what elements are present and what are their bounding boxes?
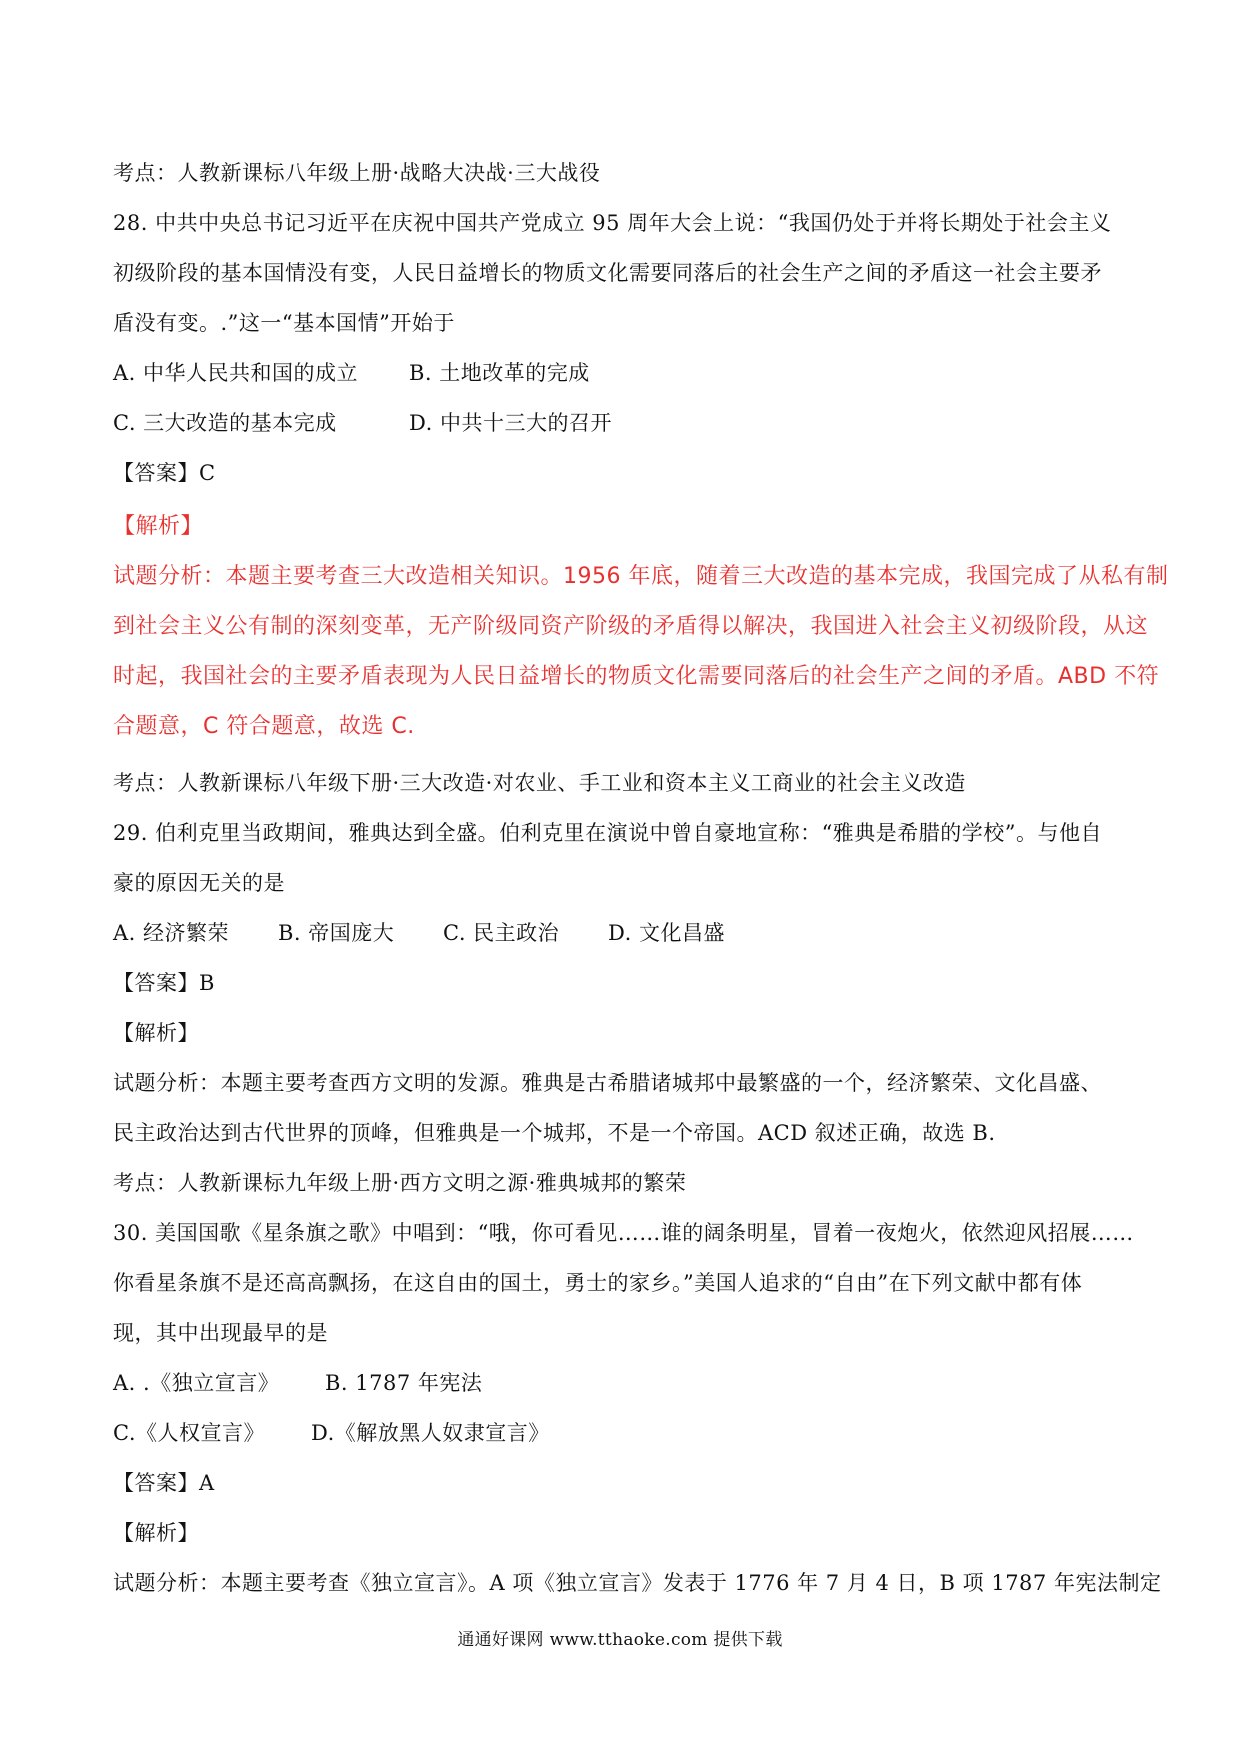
q29-stem-line-1: 29. 伯利克里当政期间，雅典达到全盛。伯利克里在演说中曾自豪地宣称：“雅典是希腊的学校”。与他自 xyxy=(113,821,1103,845)
q30-analysis-line-1: 试题分析：本题主要考查《独立宣言》。A 项《独立宣言》发表于 1776 年 7 月 4 日，B 项 1787 年宪法制定 xyxy=(113,1571,1162,1595)
q28-option-a: A. 中华人民共和国的成立 xyxy=(113,361,359,385)
q29-option-b: B. 帝国庞大 xyxy=(278,921,395,945)
q28-analysis-line-1: 试题分析：本题主要考查三大改造相关知识。1956 年底，随着三大改造的基本完成，我国完成了从私有制 xyxy=(113,564,1169,589)
q28-options-row-2 xyxy=(113,408,1180,438)
q30-stem-line-3: 现，其中出现最早的是 xyxy=(113,1321,328,1345)
q27-kaodian: 考点：人教新课标八年级上册·战略大决战·三大战役 xyxy=(113,161,601,185)
q29-option-a: A. 经济繁荣 xyxy=(113,921,230,945)
q30-stem-line-2: 你看星条旗不是还高高飘扬，在这自由的国土，勇士的家乡。”美国人追求的“自由”在下列文献中都有体 xyxy=(113,1271,1083,1295)
q30-options-row-1 xyxy=(113,1368,1180,1398)
q28-stem-line-2: 初级阶段的基本国情没有变，人民日益增长的物质文化需要同落后的社会生产之间的矛盾这一社会主要矛 xyxy=(113,261,1102,285)
q28-analysis-line-2: 到社会主义公有制的深刻变革，无产阶级同资产阶级的矛盾得以解决，我国进入社会主义初级阶段，从这 xyxy=(113,614,1149,639)
q28-options-row-1 xyxy=(113,358,1180,388)
q29-kaodian: 考点：人教新课标九年级上册·西方文明之源·雅典城邦的繁荣 xyxy=(113,1171,687,1195)
q29-analysis-line-2: 民主政治达到古代世界的顶峰，但雅典是一个城邦，不是一个帝国。ACD 叙述正确，故选 B. xyxy=(113,1121,996,1145)
q28-kaodian: 考点：人教新课标八年级下册·三大改造·对农业、手工业和资本主义工商业的社会主义改造 xyxy=(113,771,966,795)
q30-stem-line-1: 30. 美国国歌《星条旗之歌》中唱到：“哦，你可看见……谁的阔条明星，冒着一夜炮火，依然迎风招展…… xyxy=(113,1221,1134,1245)
q30-options-row-2 xyxy=(113,1418,1180,1448)
q30-jiexi-label: 【解析】 xyxy=(113,1521,199,1545)
q28-analysis-line-4: 合题意，C 符合题意，故选 C. xyxy=(113,714,415,739)
q30-answer: 【答案】A xyxy=(113,1471,215,1495)
q29-options-row xyxy=(113,918,1180,948)
q29-stem-line-2: 豪的原因无关的是 xyxy=(113,871,285,895)
q28-option-b: B. 土地改革的完成 xyxy=(409,361,590,385)
q30-option-c: C.《人权宣言》 xyxy=(113,1421,265,1445)
q30-option-b: B. 1787 年宪法 xyxy=(325,1371,483,1395)
q30-option-a: A. .《独立宣言》 xyxy=(113,1371,280,1395)
q28-jiexi-label: 【解析】 xyxy=(113,514,204,539)
q29-option-c: C. 民主政治 xyxy=(443,921,560,945)
q29-analysis-line-1: 试题分析：本题主要考查西方文明的发源。雅典是古希腊诸城邦中最繁盛的一个，经济繁荣、文化昌盛、 xyxy=(113,1071,1102,1095)
q30-option-d: D.《解放黑人奴隶宣言》 xyxy=(311,1421,550,1445)
q29-jiexi-label: 【解析】 xyxy=(113,1021,199,1045)
q28-option-c: C. 三大改造的基本完成 xyxy=(113,411,337,435)
q28-answer: 【答案】C xyxy=(113,461,216,485)
q28-analysis-line-3: 时起，我国社会的主要矛盾表现为人民日益增长的物质文化需要同落后的社会生产之间的矛盾。ABD 不符 xyxy=(113,664,1160,689)
q29-option-d: D. 文化昌盛 xyxy=(608,921,725,945)
q29-answer: 【答案】B xyxy=(113,971,215,995)
q28-stem-line-1: 28. 中共中央总书记习近平在庆祝中国共产党成立 95 周年大会上说：“我国仍处于并将长期处于社会主义 xyxy=(113,211,1112,235)
q28-option-d: D. 中共十三大的召开 xyxy=(409,411,612,435)
page-footer: 通通好课网 www.tthaoke.com 提供下载 xyxy=(457,1630,783,1650)
q28-stem-line-3: 盾没有变。.”这一“基本国情”开始于 xyxy=(113,311,455,335)
